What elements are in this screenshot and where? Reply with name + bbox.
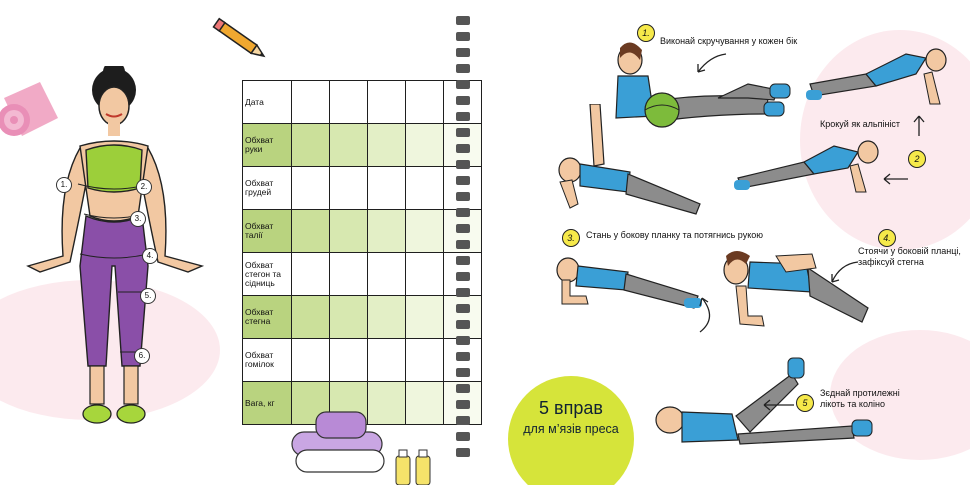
table-row: [243, 339, 482, 382]
table-cell[interactable]: [406, 167, 444, 210]
table-cell[interactable]: [406, 339, 444, 382]
table-cell[interactable]: [368, 210, 406, 253]
step-4-badge: 4.: [878, 229, 896, 247]
table-cell[interactable]: [330, 296, 368, 339]
marker-1: 1.: [56, 177, 72, 193]
step-3-badge: 3.: [562, 229, 580, 247]
arrow-icon: [690, 50, 730, 80]
table-cell[interactable]: [406, 124, 444, 167]
table-cell[interactable]: [406, 81, 444, 124]
table-cell[interactable]: [330, 253, 368, 296]
water-bottles-icon: [392, 448, 438, 485]
table-cell[interactable]: [330, 210, 368, 253]
measurement-table: [242, 80, 482, 425]
title-line-2: для м’язів преса: [523, 422, 619, 436]
header-cell: Дата: [243, 81, 292, 124]
woman-measurement-figure: [18, 66, 218, 436]
table-cell[interactable]: [406, 253, 444, 296]
table-cell[interactable]: [330, 167, 368, 210]
marker-2: 2.: [136, 179, 152, 195]
table-cell[interactable]: [368, 253, 406, 296]
exercise-2b-climber-figure: [734, 140, 884, 196]
towels-icon: [286, 402, 390, 484]
spiral-binding: [456, 16, 472, 464]
table-row: [243, 253, 482, 296]
title-circle: [508, 376, 634, 485]
arrow-icon: [910, 112, 928, 138]
table-cell[interactable]: [368, 81, 406, 124]
exercise-2a-climber-figure: [806, 44, 966, 110]
exercise-3a-sideplank-figure: [550, 104, 710, 216]
marker-3: 3.: [130, 211, 146, 227]
step-2-caption: Крокуй як альпініст: [820, 119, 901, 129]
arrow-icon: [760, 398, 796, 412]
table-row: [243, 167, 482, 210]
table-cell[interactable]: [292, 124, 330, 167]
table-cell[interactable]: [292, 167, 330, 210]
pencil-icon: [210, 14, 274, 70]
table-cell[interactable]: [368, 124, 406, 167]
table-row: [243, 124, 482, 167]
table-cell[interactable]: [292, 81, 330, 124]
row-label: Вага, кг: [243, 382, 292, 425]
marker-5: 5.: [140, 288, 156, 304]
row-label: Обхват стегон та сідниць: [243, 253, 292, 296]
row-label: Обхват талії: [243, 210, 292, 253]
table-cell[interactable]: [292, 210, 330, 253]
table-row: [243, 81, 482, 124]
table-row: [243, 210, 482, 253]
step-5-caption: Зєднай протилежні лікоть та коліно: [820, 388, 900, 409]
marker-4: 4.: [142, 248, 158, 264]
table-cell[interactable]: [292, 339, 330, 382]
table-cell[interactable]: [368, 167, 406, 210]
step-2-badge: 2: [908, 150, 926, 168]
step-4-caption: Стоячи у боковій планці, зафіксуй стегна: [858, 246, 961, 267]
table-cell[interactable]: [330, 81, 368, 124]
step-3-caption: Стань у бокову планку та потягнись рукою: [586, 230, 763, 240]
table-cell[interactable]: [330, 124, 368, 167]
table-row: [243, 296, 482, 339]
step-5-badge: 5: [796, 394, 814, 412]
arrow-icon: [826, 258, 860, 286]
marker-6: 6.: [134, 348, 150, 364]
row-label: Обхват гомілок: [243, 339, 292, 382]
table-cell[interactable]: [368, 339, 406, 382]
row-label: Обхват грудей: [243, 167, 292, 210]
arrow-icon: [880, 172, 910, 186]
table-cell[interactable]: [330, 339, 368, 382]
table-cell[interactable]: [292, 296, 330, 339]
table-cell[interactable]: [292, 253, 330, 296]
title-line-1: 5 вправ: [539, 398, 603, 418]
table-cell[interactable]: [406, 210, 444, 253]
table-cell[interactable]: [406, 382, 444, 425]
step-1-caption: Виконай скручування у кожен бік: [660, 36, 798, 46]
table-cell[interactable]: [406, 296, 444, 339]
exercise-3b-plank-figure: [548, 256, 708, 316]
table-cell[interactable]: [368, 296, 406, 339]
arrow-icon: [686, 292, 718, 336]
row-label: Обхват руки: [243, 124, 292, 167]
step-1-badge: 1.: [637, 24, 655, 42]
row-label: Обхват стегна: [243, 296, 292, 339]
